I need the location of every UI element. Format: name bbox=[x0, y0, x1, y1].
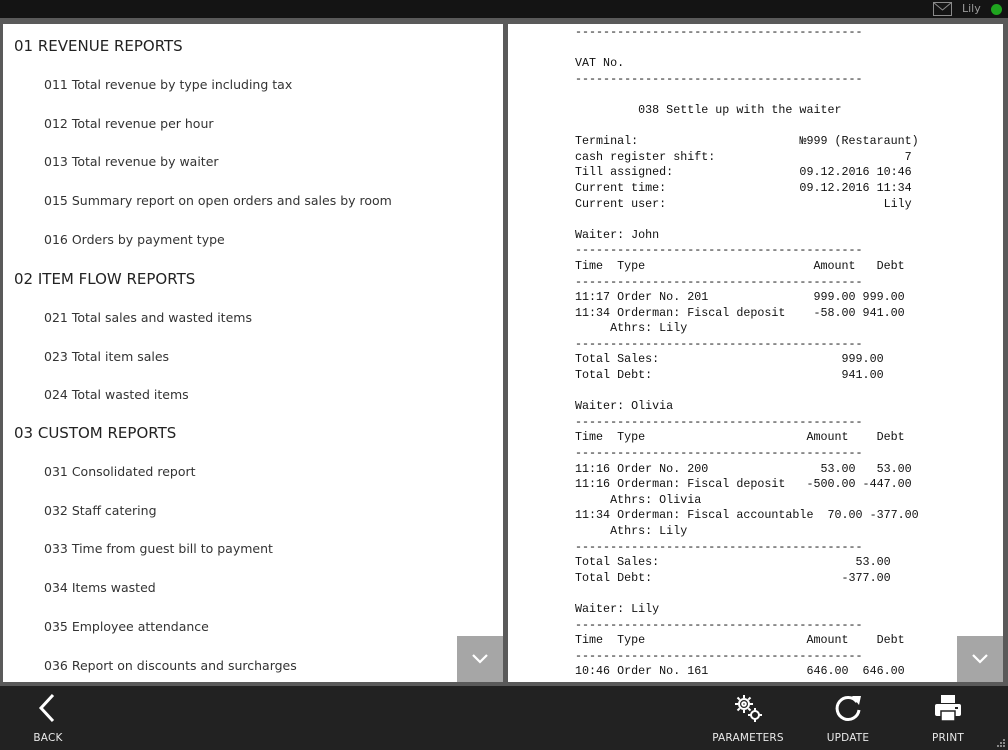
receipt-line: ----------------------------------------- bbox=[575, 414, 863, 429]
receipt-line: Waiter: Olivia bbox=[575, 399, 674, 414]
update-button[interactable] bbox=[818, 686, 878, 750]
receipt-line: Time Type Amount Debt bbox=[575, 633, 905, 648]
receipt-line: ----------------------------------------- bbox=[575, 274, 863, 289]
receipt-line: ----------------------------------------- bbox=[575, 71, 863, 86]
receipt-line bbox=[575, 87, 919, 103]
top-status-bar bbox=[0, 0, 1008, 18]
receipt-line: Total Debt: 941.00 bbox=[575, 368, 884, 383]
report-item[interactable]: 036 Report on discounts and surcharges bbox=[44, 657, 297, 673]
report-item[interactable]: 011 Total revenue by type including tax bbox=[44, 77, 293, 92]
report-item[interactable]: 033 Time from guest bill to payment bbox=[44, 541, 273, 557]
report-preview-receipt bbox=[575, 25, 919, 680]
report-item[interactable]: 031 Consolidated report bbox=[44, 464, 196, 479]
current-user-name: Lily bbox=[962, 2, 981, 15]
connection-status-indicator bbox=[991, 4, 1002, 15]
receipt-line bbox=[575, 384, 919, 400]
receipt-line: Time Type Amount Debt bbox=[575, 258, 905, 273]
receipt-line: ----------------------------------------- bbox=[575, 648, 863, 663]
update-label: UPDATE bbox=[826, 732, 870, 744]
report-section-title: 03 CUSTOM REPORTS bbox=[14, 424, 177, 442]
receipt-line: Athrs: Lily bbox=[575, 524, 688, 538]
report-item[interactable]: 024 Total wasted items bbox=[44, 387, 189, 403]
back-label: BACK bbox=[33, 732, 63, 744]
receipt-line bbox=[575, 119, 919, 135]
chevron-left-icon bbox=[32, 692, 64, 724]
report-preview-scroll-down-button[interactable] bbox=[957, 636, 1003, 682]
receipt-line: Total Sales: 53.00 bbox=[575, 555, 891, 570]
receipt-line: 10:46 Order No. 161 646.00 646.00 bbox=[575, 664, 905, 679]
receipt-line: ----------------------------------------- bbox=[575, 617, 863, 632]
receipt-line: 11:16 Orderman: Fiscal deposit -500.00 -447.00 bbox=[575, 477, 912, 492]
gears-icon bbox=[732, 692, 764, 724]
refresh-icon bbox=[832, 692, 864, 724]
report-item[interactable]: 032 Staff catering bbox=[44, 502, 157, 518]
back-button[interactable] bbox=[18, 686, 78, 750]
receipt-line: ----------------------------------------- bbox=[575, 539, 863, 554]
receipt-line: ----------------------------------------- bbox=[575, 25, 863, 39]
report-item[interactable]: 023 Total item sales bbox=[44, 348, 170, 364]
receipt-line: Current time: 09.12.2016 11:34 bbox=[575, 180, 912, 195]
receipt-line bbox=[575, 586, 919, 602]
parameters-label: PARAMETERS bbox=[712, 732, 784, 744]
report-item[interactable]: 021 Total sales and wasted items bbox=[44, 310, 252, 325]
receipt-line: Current user: Lily bbox=[575, 196, 912, 211]
receipt-line: Total Sales: 999.00 bbox=[575, 352, 884, 367]
report-item[interactable]: 012 Total revenue per hour bbox=[44, 115, 214, 131]
receipt-line bbox=[575, 212, 919, 228]
printer-icon bbox=[932, 692, 964, 724]
receipt-line: Terminal: №999 (Restaraunt) bbox=[575, 134, 919, 149]
report-section-title: 02 ITEM FLOW REPORTS bbox=[14, 270, 196, 288]
print-button[interactable] bbox=[918, 686, 978, 750]
report-list-scroll-down-button[interactable] bbox=[457, 636, 503, 682]
chevron-down-icon bbox=[470, 652, 490, 666]
chevron-down-icon bbox=[970, 652, 990, 666]
resize-grip-icon[interactable] bbox=[996, 738, 1006, 748]
report-item[interactable]: 035 Employee attendance bbox=[44, 618, 209, 634]
mail-icon[interactable] bbox=[933, 2, 952, 16]
receipt-line: VAT No. bbox=[575, 56, 625, 71]
receipt-line: ----------------------------------------- bbox=[575, 336, 863, 351]
print-label: PRINT bbox=[932, 732, 964, 744]
report-preview-panel bbox=[508, 24, 1003, 682]
bottom-toolbar bbox=[0, 686, 1008, 750]
receipt-line bbox=[575, 41, 919, 57]
receipt-line: 11:34 Orderman: Fiscal accountable 70.00 -377.00 bbox=[575, 508, 919, 523]
report-item[interactable]: 015 Summary report on open orders and sales by room bbox=[44, 193, 392, 209]
parameters-button[interactable] bbox=[708, 686, 788, 750]
receipt-line: ----------------------------------------- bbox=[575, 243, 863, 258]
receipt-line: 11:17 Order No. 201 999.00 999.00 bbox=[575, 290, 905, 305]
receipt-line: Total Debt: -377.00 bbox=[575, 570, 891, 585]
receipt-line: Time Type Amount Debt bbox=[575, 430, 905, 445]
receipt-line: Waiter: John bbox=[575, 227, 660, 242]
report-item[interactable]: 013 Total revenue by waiter bbox=[44, 154, 219, 170]
receipt-line: 11:16 Order No. 200 53.00 53.00 bbox=[575, 461, 912, 476]
receipt-line: Waiter: Lily bbox=[575, 601, 660, 616]
receipt-line: Till assigned: 09.12.2016 10:46 bbox=[575, 165, 912, 180]
report-list-panel bbox=[3, 24, 503, 682]
report-item[interactable]: 034 Items wasted bbox=[44, 580, 156, 596]
receipt-line: cash register shift: 7 bbox=[575, 149, 912, 164]
receipt-line: Athrs: Olivia bbox=[575, 492, 702, 507]
receipt-line: ----------------------------------------- bbox=[575, 446, 863, 461]
receipt-line: Athrs: Lily bbox=[575, 321, 688, 336]
receipt-line: 11:34 Orderman: Fiscal deposit -58.00 941.00 bbox=[575, 305, 905, 320]
report-item[interactable]: 016 Orders by payment type bbox=[44, 231, 225, 247]
report-section-title: 01 REVENUE REPORTS bbox=[14, 37, 183, 55]
receipt-line: 038 Settle up with the waiter bbox=[575, 102, 842, 117]
